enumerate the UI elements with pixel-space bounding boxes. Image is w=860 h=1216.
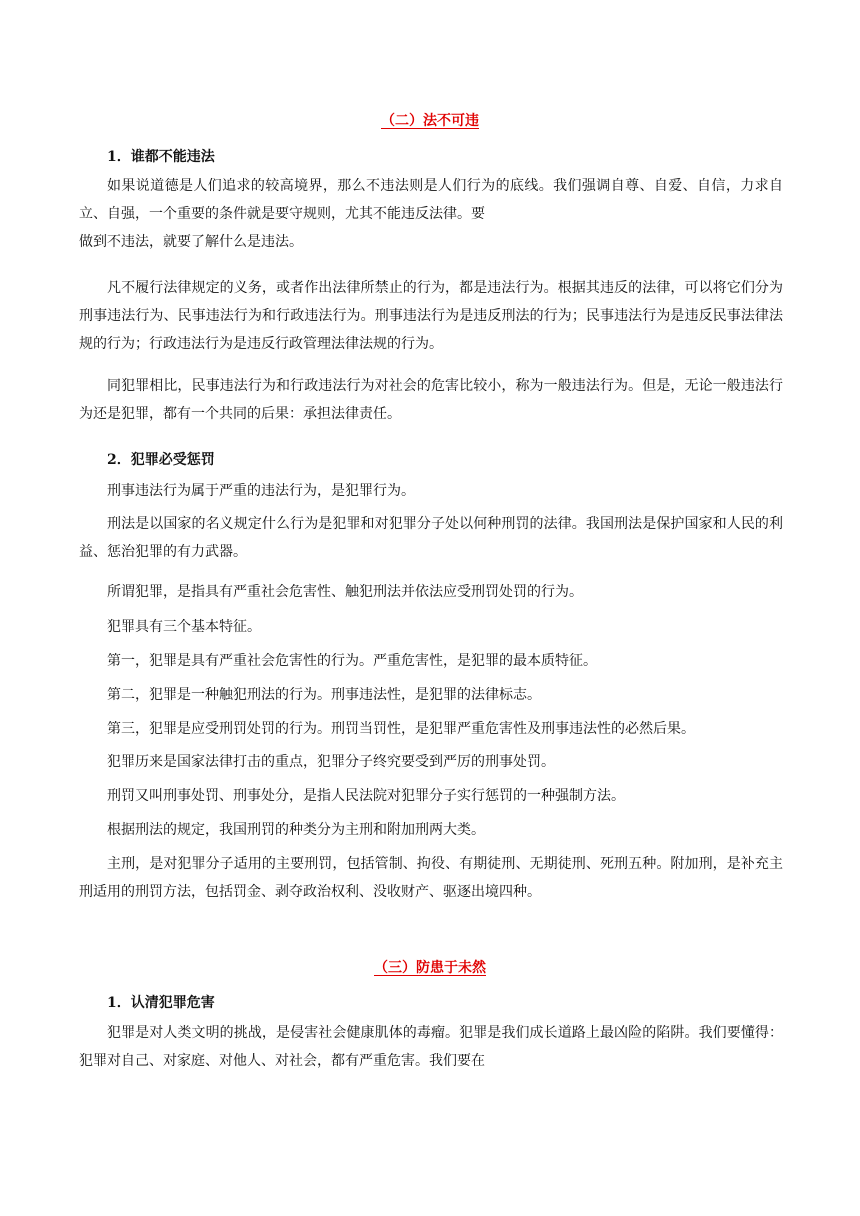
paragraph: 犯罪具有三个基本特征。	[107, 619, 261, 635]
paragraph: 如果说道德是人们追求的较高境界，那么不违法则是人们行为的底线。我们强调自尊、自爱、自信，力求自立、自强，一个重要的条件就是要守规则，尤其不能违反法律。要	[79, 178, 783, 222]
paragraph: 所谓犯罪，是指具有严重社会危害性、触犯刑法并依法应受刑罚处罚的行为。	[107, 584, 583, 600]
paragraph: 同犯罪相比，民事违法行为和行政违法行为对社会的危害比较小，称为一般违法行为。但是，无论一般违法行为还是犯罪，都有一个共同的后果：承担法律责任。	[79, 378, 783, 422]
paragraph: 凡不履行法律规定的义务，或者作出法律所禁止的行为，都是违法行为。根据其违反的法律，可以将它们分为刑事违法行为、民事违法行为和行政违法行为。刑事违法行为是违反刑法的行为；民事违法行为是违反民事法律法规的行为；行政违法行为是违反行政管理法律法规的行为。	[79, 280, 783, 352]
paragraph: 犯罪历来是国家法律打击的重点，犯罪分子终究要受到严厉的刑事处罚。	[107, 754, 555, 770]
section-title: （二）法不可违	[381, 113, 479, 129]
paragraph: 根据刑法的规定，我国刑罚的种类分为主刑和附加刑两大类。	[107, 822, 485, 838]
subsection-heading: 1．谁都不能违法	[107, 149, 215, 165]
subsection-heading: 1．认清犯罪危害	[107, 995, 215, 1011]
paragraph: 做到不违法，就要了解什么是违法。	[79, 234, 303, 250]
paragraph: 刑法是以国家的名义规定什么行为是犯罪和对犯罪分子处以何种刑罚的法律。我国刑法是保护国家和人民的利益、惩治犯罪的有力武器。	[79, 516, 783, 560]
paragraph: 犯罪是对人类文明的挑战，是侵害社会健康肌体的毒瘤。犯罪是我们成长道路上最凶险的陷阱。我们要懂得：犯罪对自己、对家庭、对他人、对社会，都有严重危害。我们要在	[79, 1025, 783, 1069]
paragraph: 第一，犯罪是具有严重社会危害性的行为。严重危害性，是犯罪的最本质特征。	[107, 653, 597, 669]
section-title: （三）防患于未然	[374, 960, 486, 976]
paragraph: 第三，犯罪是应受刑罚处罚的行为。刑罚当罚性，是犯罪严重危害性及刑事违法性的必然后果。	[107, 721, 695, 737]
paragraph: 第二，犯罪是一种触犯刑法的行为。刑事违法性，是犯罪的法律标志。	[107, 687, 541, 703]
paragraph: 刑罚又叫刑事处罚、刑事处分，是指人民法院对犯罪分子实行惩罚的一种强制方法。	[107, 788, 625, 804]
subsection-heading: 2．犯罪必受惩罚	[107, 452, 215, 468]
paragraph: 主刑，是对犯罪分子适用的主要刑罚，包括管制、拘役、有期徒刑、无期徒刑、死刑五种。附加刑，是补充主刑适用的刑罚方法，包括罚金、剥夺政治权利、没收财产、驱逐出境四种。	[79, 856, 783, 900]
paragraph: 刑事违法行为属于严重的违法行为，是犯罪行为。	[107, 483, 415, 499]
